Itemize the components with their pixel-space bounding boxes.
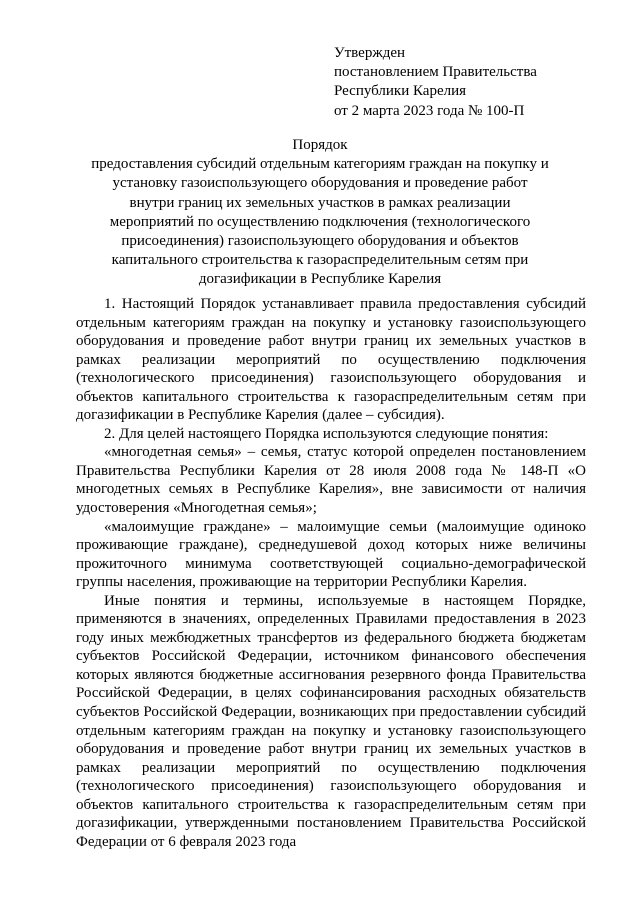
document-body: [76, 295, 586, 851]
paragraph-other-terms: Иные понятия и термины, используемые в настоящем Порядке, применяются в значениях, определенных Правилами предоставления в 2023 году иных межбюджетных трансфертов из федерального бюджета бюджетам субъектов Российской Федерации, источником финансового обеспечения которых являются бюджетные ассигнования резервного фонда Правительства Российской Федерации, в целях софинансирования расходных обязательств субъектов Российской Федерации, возникающих при предоставлении субсидий отдельным категориям граждан на покупку и установку газоиспользующего оборудования и проведение работ внутри границ их земельных участков в рамках реализации мероприятий по осуществлению подключения (технологического присоединения) газоиспользующего оборудования и объектов капитального строительства к газораспределительным сетям при догазификации, утвержденными постановлением Правительства Российской Федерации от 6 февраля 2023 года: [76, 592, 586, 850]
document-subtitle-line: внутри границ их земельных участков в рамках реализации: [129, 194, 511, 211]
approval-line-1: Утвержден: [334, 45, 406, 61]
document-title: Порядок: [292, 137, 348, 153]
document-subtitle-line: капитального строительства к газораспределительным сетям при: [111, 252, 529, 269]
document-heading: [0, 136, 640, 290]
document-subtitle-line: присоединения) газоиспользующего оборудования и объектов: [121, 233, 519, 250]
paragraph-definition-low-income: «малоимущие граждане» – малоимущие семьи (малоимущие одиноко проживающие граждане), среднедушевой доход которых ниже величины прожиточного минимума соответствующей социально-демографической группы населения, проживающие на территории Республики Карелия.: [76, 518, 586, 591]
approval-line-4: от 2 марта 2023 года № 100-П: [334, 102, 525, 119]
document-subtitle-line: догазификации в Республике Карелия: [198, 271, 442, 288]
paragraph-1: 1. Настоящий Порядок устанавливает правила предоставления субсидий отдельным категориям граждан на покупку и установку газоиспользующего оборудования и проведение работ внутри границ их земельных участков в рамках реализации мероприятий по осуществлению подключения (технологического присоединения) газоиспользующего оборудования и объектов капитального строительства к газораспределительным сетям при догазификации в Республике Карелия (далее – субсидия).: [76, 296, 586, 424]
document-subtitle-line: предоставления субсидий отдельным категориям граждан на покупку и: [91, 156, 549, 173]
paragraph-2: 2. Для целей настоящего Порядка используются следующие понятия:: [104, 425, 549, 442]
approval-line-3: Республики Карелия: [334, 83, 467, 100]
approval-line-2: постановлением Правительства: [334, 64, 537, 81]
document-subtitle-line: мероприятий по осуществлению подключения (технологического: [109, 213, 531, 230]
approval-stamp: [334, 44, 604, 121]
paragraph-definition-large-family: «многодетная семья» – семья, статус которой определен постановлением Правительства Республики Карелия от 28 июля 2008 года № 148-П «О многодетных семьях в Республике Карелия», вне зависимости от наличия удостоверения «Многодетная семья»;: [76, 444, 586, 517]
document-subtitle-line: установку газоиспользующего оборудования и проведение работ: [112, 175, 528, 192]
